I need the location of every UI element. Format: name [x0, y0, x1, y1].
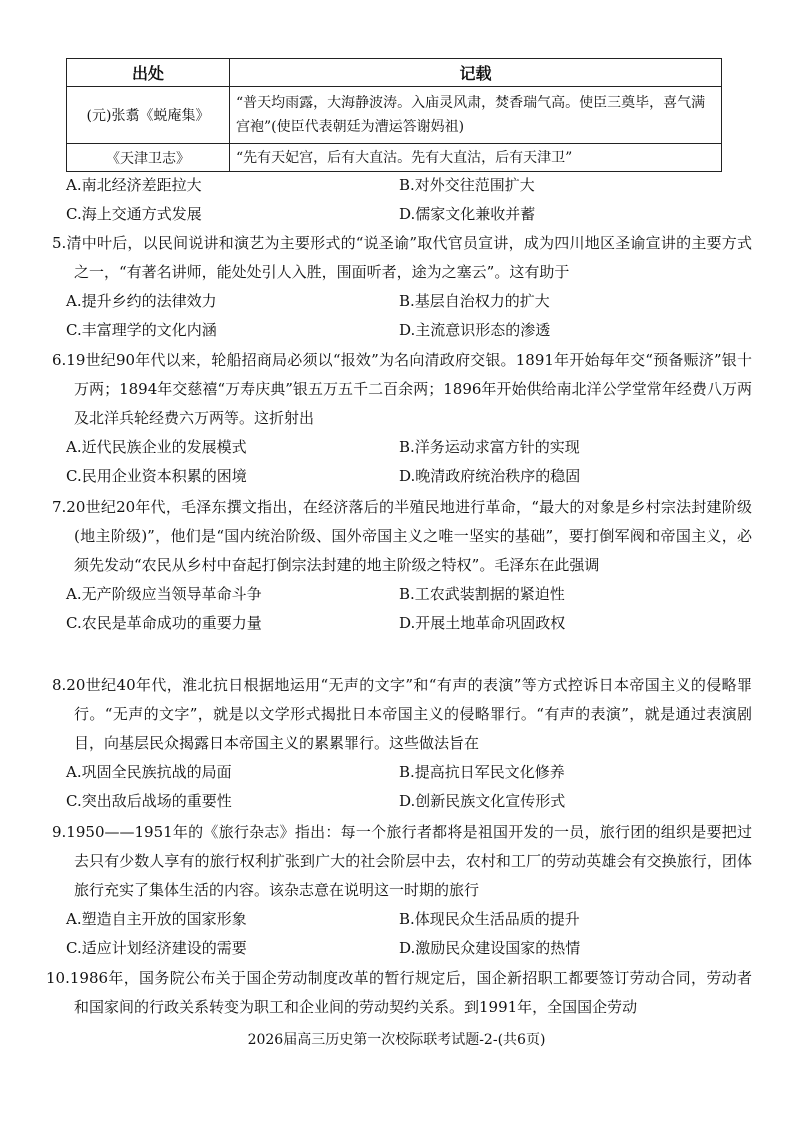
- question-9: [52, 818, 752, 963]
- question-stem: 6.19世纪90年代以来，轮船招商局必须以“报效”为名向清政府交银。1891年开始每年交“预备赈济”银十万两；1894年交慈禧“万寿庆典”银五万五千二百余两；1896年开始供给南北洋公学堂常年经费八万两及北洋兵轮经费六万两等。这折射出: [52, 351, 752, 427]
- question-6: [52, 346, 752, 491]
- option-d[interactable]: D.激励民众建设国家的热情: [399, 939, 581, 957]
- table-cell-source: (元)张翥《蜕庵集》: [67, 87, 230, 144]
- option-b[interactable]: B.体现民众生活品质的提升: [399, 910, 580, 928]
- question-stem: 9.1950——1951年的《旅行杂志》指出：每一个旅行者都将是祖国开发的一员，旅行团的组织是要把过去只有少数人享有的旅行权利扩张到广大的社会阶层中去，农村和工厂的劳动英雄会有交换旅行，团体旅行充实了集体生活的内容。该杂志意在说明这一时期的旅行: [52, 823, 752, 899]
- option-c[interactable]: C.民用企业资本积累的困境: [66, 467, 247, 485]
- option-a[interactable]: A.南北经济差距拉大: [66, 176, 202, 194]
- option-d[interactable]: D.儒家文化兼收并蓄: [399, 205, 536, 223]
- option-a[interactable]: A.塑造自主开放的国家形象: [66, 910, 247, 928]
- option-c[interactable]: C.农民是革命成功的重要力量: [66, 614, 262, 632]
- option-b[interactable]: B.提高抗日军民文化修养: [399, 763, 565, 781]
- option-a[interactable]: A.近代民族企业的发展模式: [66, 438, 247, 456]
- option-c[interactable]: C.适应计划经济建设的需要: [66, 939, 247, 957]
- option-c[interactable]: C.丰富理学的文化内涵: [66, 321, 217, 339]
- table-cell-record: “先有天妃宫，后有大直沽。先有大直沽，后有天津卫”: [230, 144, 722, 172]
- source-table: [66, 58, 722, 172]
- option-a[interactable]: A.无产阶级应当领导革命斗争: [66, 585, 262, 603]
- table-row: [67, 87, 722, 144]
- table-row: [67, 144, 722, 172]
- option-b[interactable]: B.基层自治权力的扩大: [399, 292, 550, 310]
- option-b[interactable]: B.对外交往范围扩大: [399, 176, 535, 194]
- table-cell-source: 《天津卫志》: [67, 144, 230, 172]
- question-5: [52, 229, 752, 345]
- option-c[interactable]: C.海上交通方式发展: [66, 205, 202, 223]
- table-header-source: 出处: [67, 59, 230, 87]
- question-8: [52, 671, 752, 816]
- option-d[interactable]: D.创新民族文化宣传形式: [399, 792, 566, 810]
- option-a[interactable]: A.巩固全民族抗战的局面: [66, 763, 232, 781]
- question-stem: 8.20世纪40年代，淮北抗日根据地运用“无声的文字”和“有声的表演”等方式控诉日本帝国主义的侵略罪行。“无声的文字”，就是以文学形式揭批日本帝国主义的侵略罪行。“有声的表演”，就是通过表演剧目，向基层民众揭露日本帝国主义的累累罪行。这些做法旨在: [52, 676, 752, 752]
- option-c[interactable]: C.突出敌后战场的重要性: [66, 792, 232, 810]
- option-a[interactable]: A.提升乡约的法律效力: [66, 292, 217, 310]
- question-4-options: [52, 171, 752, 229]
- question-7: [52, 493, 752, 638]
- question-stem: 5.清中叶后，以民间说讲和演艺为主要形式的“说圣谕”取代官员宣讲，成为四川地区圣谕宣讲的主要方式之一，“有著名讲师，能处处引人入胜，围面听者，途为之塞云”。这有助于: [52, 234, 752, 281]
- option-b[interactable]: B.工农武装割据的紧迫性: [399, 585, 565, 603]
- table-header-record: 记载: [230, 59, 722, 87]
- option-d[interactable]: D.晚清政府统治秩序的稳固: [399, 467, 581, 485]
- question-stem: 10.1986年，国务院公布关于国企劳动制度改革的暂行规定后，国企新招职工都要签订劳动合同，劳动者和国家间的行政关系转变为职工和企业间的劳动契约关系。到1991年，全国国企劳动: [46, 969, 752, 1016]
- option-d[interactable]: D.主流意识形态的渗透: [399, 321, 551, 339]
- question-stem: 7.20世纪20年代，毛泽东撰文指出，在经济落后的半殖民地进行革命，“最大的对象是乡村宗法封建阶级(地主阶级)”，他们是“国内统治阶级、国外帝国主义之唯一坚实的基础”，要打倒军阀和帝国主义，必须先发动“农民从乡村中奋起打倒宗法封建的地主阶级之特权”。毛泽东在此强调: [52, 498, 752, 574]
- table-header-row: [67, 59, 722, 87]
- question-10: [46, 964, 752, 1022]
- table-cell-record: “普天均雨露，大海静波涛。入庙灵风肃，焚香瑞气高。使臣三奠毕，喜气满宫袍”(使臣代表朝廷为漕运答谢妈祖): [230, 87, 722, 144]
- option-b[interactable]: B.洋务运动求富方针的实现: [399, 438, 580, 456]
- option-d[interactable]: D.开展土地革命巩固政权: [399, 614, 566, 632]
- page-footer: 2026届高三历史第一次校际联考试题-2-(共6页): [247, 1032, 546, 1048]
